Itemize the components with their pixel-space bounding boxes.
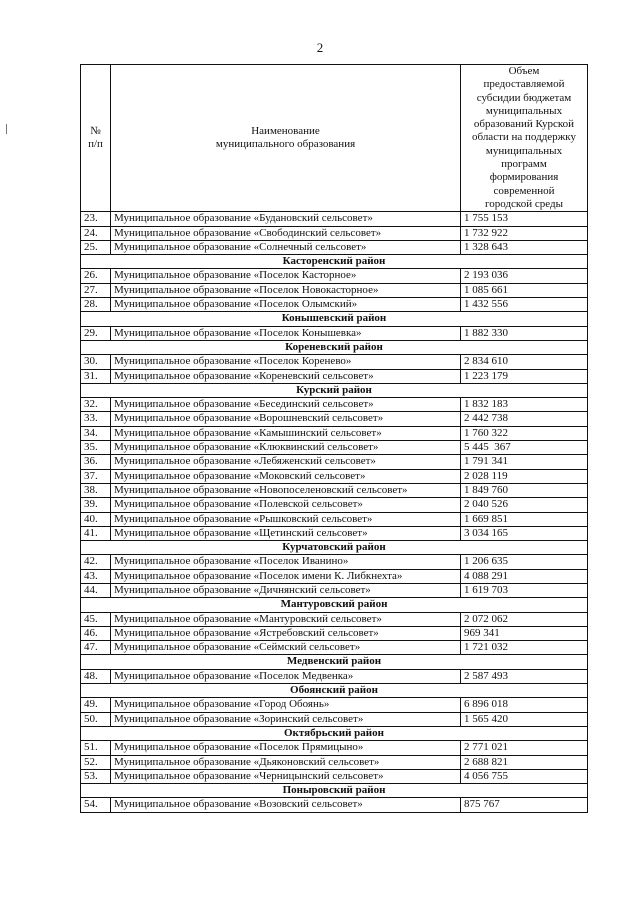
table-row — [81, 583, 588, 597]
subsidy-amount: 1 732 922 — [461, 226, 588, 240]
subsidy-amount: 3 034 165 — [461, 526, 588, 540]
subsidy-amount: 2 442 738 — [461, 412, 588, 426]
subsidy-amount: 1 832 183 — [461, 398, 588, 412]
row-number: 26. — [81, 269, 111, 283]
district-title: Октябрьский район — [81, 726, 588, 740]
row-number: 52. — [81, 755, 111, 769]
table-row — [81, 555, 588, 569]
row-number: 30. — [81, 355, 111, 369]
table-row — [81, 769, 588, 783]
municipality-name: Муниципальное образование «Рышковский сельсовет» — [111, 512, 461, 526]
subsidy-amount: 1 882 330 — [461, 326, 588, 340]
district-header-row — [81, 784, 588, 798]
municipality-name: Муниципальное образование «Щетинский сельсовет» — [111, 526, 461, 540]
table-row — [81, 483, 588, 497]
subsidy-amount: 4 088 291 — [461, 569, 588, 583]
municipality-name: Муниципальное образование «Поселок Олымский» — [111, 298, 461, 312]
row-number: 53. — [81, 769, 111, 783]
table-row — [81, 526, 588, 540]
municipality-name: Муниципальное образование «Свободинский сельсовет» — [111, 226, 461, 240]
subsidy-amount: 2 072 062 — [461, 612, 588, 626]
municipality-name: Муниципальное образование «Моковский сельсовет» — [111, 469, 461, 483]
row-number: 24. — [81, 226, 111, 240]
row-number: 44. — [81, 583, 111, 597]
subsidy-amount: 1 619 703 — [461, 583, 588, 597]
row-number: 28. — [81, 298, 111, 312]
municipality-name: Муниципальное образование «Мантуровский сельсовет» — [111, 612, 461, 626]
subsidy-amount: 5 445 367 — [461, 441, 588, 455]
subsidy-amount: 1 328 643 — [461, 240, 588, 254]
row-number: 48. — [81, 669, 111, 683]
row-number: 40. — [81, 512, 111, 526]
municipality-name: Муниципальное образование «Черницынский сельсовет» — [111, 769, 461, 783]
municipality-name: Муниципальное образование «Поселок Новокасторное» — [111, 283, 461, 297]
table-row — [81, 669, 588, 683]
subsidy-amount: 2 771 021 — [461, 741, 588, 755]
header-name: Наименование муниципального образования — [111, 65, 461, 212]
row-number: 47. — [81, 641, 111, 655]
municipality-name: Муниципальное образование «Солнечный сельсовет» — [111, 240, 461, 254]
page-number: 2 — [316, 40, 324, 55]
row-number: 46. — [81, 626, 111, 640]
subsidy-amount: 1 565 420 — [461, 712, 588, 726]
table-row — [81, 398, 588, 412]
table-row — [81, 741, 588, 755]
row-number: 45. — [81, 612, 111, 626]
municipality-name: Муниципальное образование «Поселок Прямицыно» — [111, 741, 461, 755]
subsidy-amount: 2 028 119 — [461, 469, 588, 483]
header-number: № п/п — [81, 65, 111, 212]
district-title: Конышевский район — [81, 312, 588, 326]
margin-mark — [6, 124, 7, 134]
table-row — [81, 240, 588, 254]
row-number: 25. — [81, 240, 111, 254]
subsidy-amount: 2 688 821 — [461, 755, 588, 769]
subsidy-amount: 2 834 610 — [461, 355, 588, 369]
district-header-row — [81, 312, 588, 326]
row-number: 39. — [81, 498, 111, 512]
row-number: 32. — [81, 398, 111, 412]
table-row — [81, 626, 588, 640]
district-header-row — [81, 598, 588, 612]
municipality-name: Муниципальное образование «Клюквинский сельсовет» — [111, 441, 461, 455]
municipality-name: Муниципальное образование «Дичнянский сельсовет» — [111, 583, 461, 597]
subsidy-amount: 1 755 153 — [461, 212, 588, 226]
district-header-row — [81, 541, 588, 555]
table-row — [81, 455, 588, 469]
row-number: 33. — [81, 412, 111, 426]
municipality-name: Муниципальное образование «Ястребовский сельсовет» — [111, 626, 461, 640]
row-number: 27. — [81, 283, 111, 297]
district-header-row — [81, 255, 588, 269]
municipality-name: Муниципальное образование «Поселок Касторное» — [111, 269, 461, 283]
subsidy-amount: 2 193 036 — [461, 269, 588, 283]
subsidy-amount: 4 056 755 — [461, 769, 588, 783]
table-row — [81, 355, 588, 369]
table-row — [81, 412, 588, 426]
header-amount: Объем предоставляемой субсидии бюджетам муниципальных образований Курской области на поддержку муниципальных программ формирования современной городской среды — [461, 65, 588, 212]
subsidy-amount: 6 896 018 — [461, 698, 588, 712]
municipality-name: Муниципальное образование «Поселок Конышевка» — [111, 326, 461, 340]
subsidy-table — [80, 64, 588, 813]
table-row — [81, 569, 588, 583]
municipality-name: Муниципальное образование «Новопоселеновский сельсовет» — [111, 483, 461, 497]
municipality-name: Муниципальное образование «Город Обоянь» — [111, 698, 461, 712]
subsidy-amount: 1 760 322 — [461, 426, 588, 440]
row-number: 36. — [81, 455, 111, 469]
subsidy-amount: 875 767 — [461, 798, 588, 812]
municipality-name: Муниципальное образование «Полевской сельсовет» — [111, 498, 461, 512]
table-row — [81, 283, 588, 297]
district-title: Поныровский район — [81, 784, 588, 798]
row-number: 51. — [81, 741, 111, 755]
table-row — [81, 512, 588, 526]
table-row — [81, 712, 588, 726]
subsidy-amount: 1 721 032 — [461, 641, 588, 655]
row-number: 43. — [81, 569, 111, 583]
subsidy-amount: 969 341 — [461, 626, 588, 640]
table-row — [81, 469, 588, 483]
municipality-name: Муниципальное образование «Поселок Коренево» — [111, 355, 461, 369]
municipality-name: Муниципальное образование «Поселок имени К. Либкнехта» — [111, 569, 461, 583]
district-header-row — [81, 383, 588, 397]
district-header-row — [81, 340, 588, 354]
table-row — [81, 798, 588, 812]
table-header-row — [81, 65, 588, 212]
district-title: Курчатовский район — [81, 541, 588, 555]
municipality-name: Муниципальное образование «Дьяконовский сельсовет» — [111, 755, 461, 769]
row-number: 29. — [81, 326, 111, 340]
table-row — [81, 426, 588, 440]
district-title: Кореневский район — [81, 340, 588, 354]
district-title: Мантуровский район — [81, 598, 588, 612]
subsidy-amount: 1 849 760 — [461, 483, 588, 497]
municipality-name: Муниципальное образование «Кореневский сельсовет» — [111, 369, 461, 383]
subsidy-amount: 1 791 341 — [461, 455, 588, 469]
municipality-name: Муниципальное образование «Бесединский сельсовет» — [111, 398, 461, 412]
district-title: Медвенский район — [81, 655, 588, 669]
row-number: 50. — [81, 712, 111, 726]
subsidy-amount: 1 669 851 — [461, 512, 588, 526]
municipality-name: Муниципальное образование «Лебяженский сельсовет» — [111, 455, 461, 469]
subsidy-amount: 1 085 661 — [461, 283, 588, 297]
municipality-name: Муниципальное образование «Сеймский сельсовет» — [111, 641, 461, 655]
row-number: 31. — [81, 369, 111, 383]
district-header-row — [81, 726, 588, 740]
row-number: 37. — [81, 469, 111, 483]
table-row — [81, 326, 588, 340]
table-body — [81, 212, 588, 812]
table-row — [81, 498, 588, 512]
district-header-row — [81, 655, 588, 669]
district-title: Курский район — [81, 383, 588, 397]
table-row — [81, 269, 588, 283]
table-row — [81, 212, 588, 226]
subsidy-amount: 1 432 556 — [461, 298, 588, 312]
table-row — [81, 369, 588, 383]
municipality-name: Муниципальное образование «Будановский сельсовет» — [111, 212, 461, 226]
municipality-name: Муниципальное образование «Зоринский сельсовет» — [111, 712, 461, 726]
table-row — [81, 612, 588, 626]
table-row — [81, 441, 588, 455]
table-row — [81, 641, 588, 655]
subsidy-amount: 2 040 526 — [461, 498, 588, 512]
district-title: Обоянский район — [81, 684, 588, 698]
district-title: Касторенский район — [81, 255, 588, 269]
row-number: 35. — [81, 441, 111, 455]
table-row — [81, 298, 588, 312]
municipality-name: Муниципальное образование «Поселок Иванино» — [111, 555, 461, 569]
subsidy-amount: 2 587 493 — [461, 669, 588, 683]
municipality-name: Муниципальное образование «Ворошневский сельсовет» — [111, 412, 461, 426]
row-number: 54. — [81, 798, 111, 812]
row-number: 38. — [81, 483, 111, 497]
row-number: 49. — [81, 698, 111, 712]
row-number: 42. — [81, 555, 111, 569]
municipality-name: Муниципальное образование «Камышинский сельсовет» — [111, 426, 461, 440]
table-row — [81, 755, 588, 769]
subsidy-amount: 1 206 635 — [461, 555, 588, 569]
municipality-name: Муниципальное образование «Поселок Медвенка» — [111, 669, 461, 683]
municipality-name: Муниципальное образование «Возовский сельсовет» — [111, 798, 461, 812]
row-number: 23. — [81, 212, 111, 226]
table-row — [81, 698, 588, 712]
row-number: 41. — [81, 526, 111, 540]
row-number: 34. — [81, 426, 111, 440]
table-row — [81, 226, 588, 240]
subsidy-amount: 1 223 179 — [461, 369, 588, 383]
district-header-row — [81, 684, 588, 698]
